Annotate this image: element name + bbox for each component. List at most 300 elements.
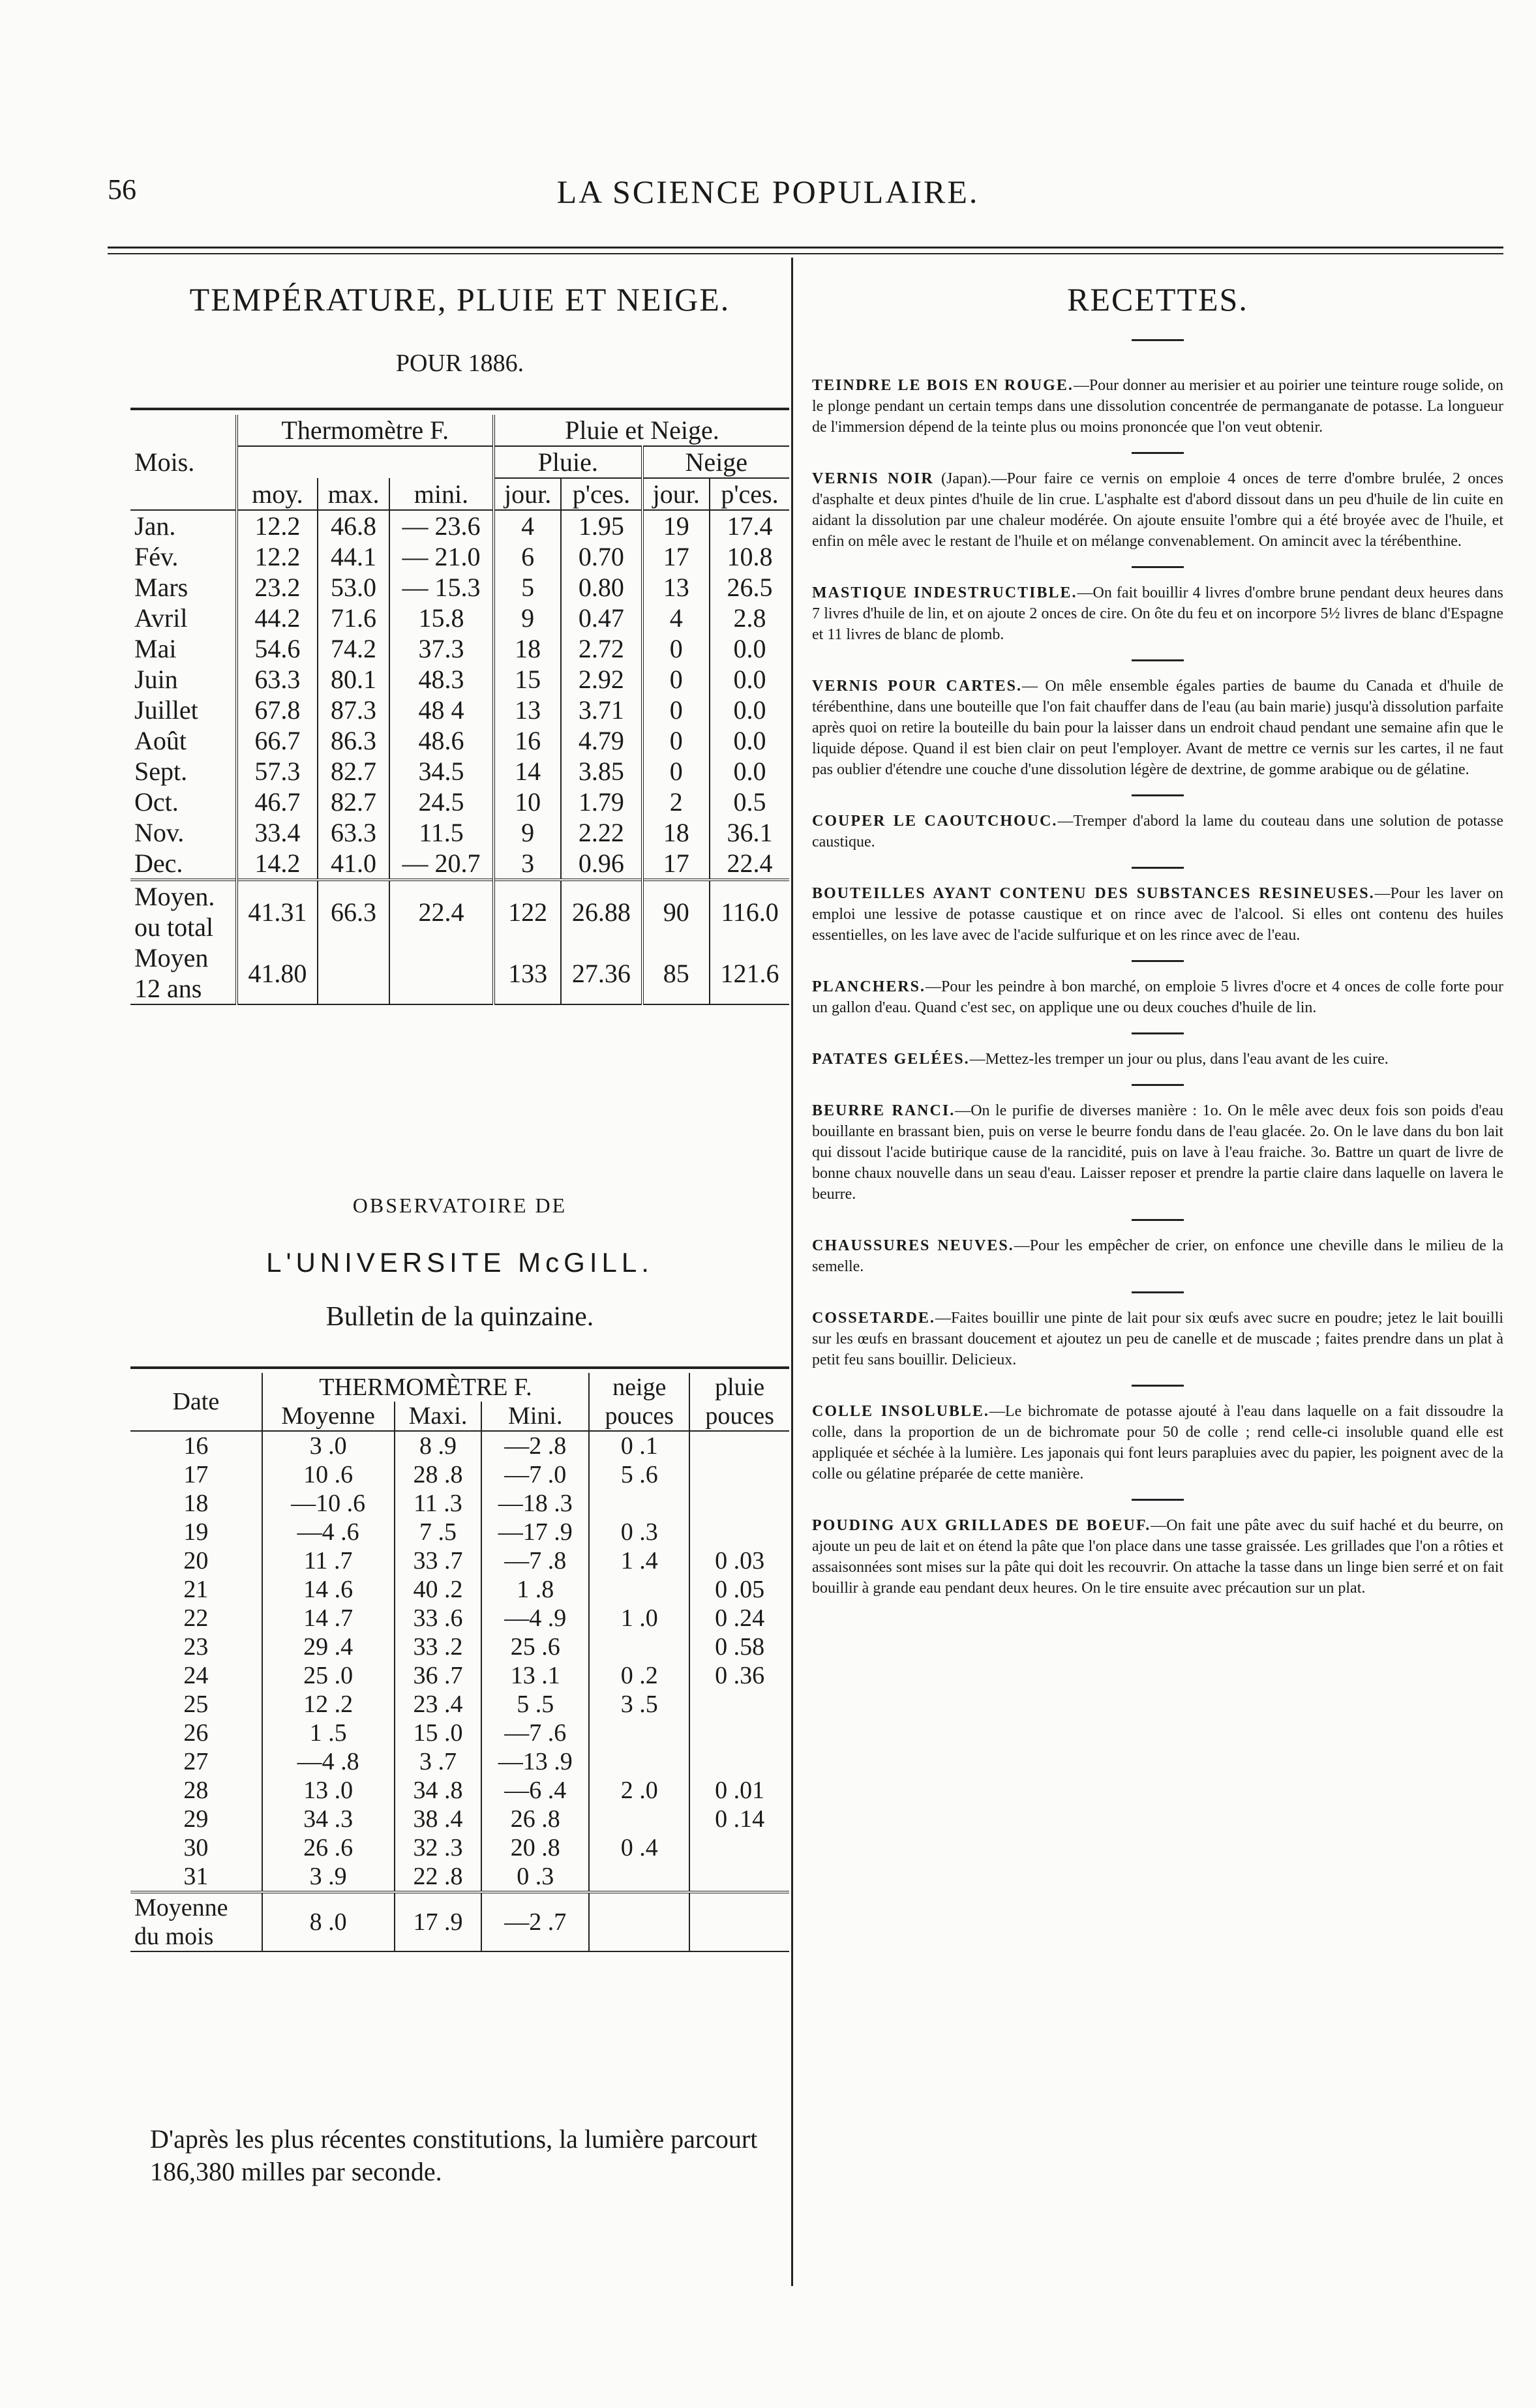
- sub-moyenne: Moyenne: [262, 1402, 395, 1431]
- recipe-title: COUPER LE CAOUTCHOUC.: [812, 813, 1058, 830]
- recipe-separator: [1132, 1291, 1184, 1293]
- col-thermometre-f: THERMOMÈTRE F.: [262, 1373, 590, 1402]
- sub-maxi: Maxi.: [395, 1402, 482, 1431]
- value-cell: 53.0: [318, 572, 389, 603]
- value-cell: 10.8: [710, 541, 789, 572]
- recipe-separator: [1132, 794, 1184, 796]
- value-cell: [689, 1690, 789, 1719]
- moyenne-moy: 8 .0: [262, 1892, 395, 1951]
- value-cell: 46.7: [237, 787, 318, 817]
- recipe-item: [812, 582, 1503, 645]
- total-mini: 22.4: [389, 880, 494, 942]
- table-row: [130, 510, 789, 541]
- value-cell: 8 .9: [395, 1431, 482, 1460]
- value-cell: 82.7: [318, 756, 389, 787]
- value-cell: 18: [642, 817, 710, 848]
- sub-mini-2: Mini.: [481, 1402, 589, 1431]
- month-cell: Jan.: [134, 511, 176, 541]
- value-cell: — 15.3: [389, 572, 494, 603]
- table-row: [130, 1460, 789, 1489]
- left-title: TEMPÉRATURE, PLUIE ET NEIGE.: [189, 281, 730, 318]
- month-cell: Juin: [134, 665, 178, 694]
- left-subtitle: POUR 1886.: [395, 350, 524, 377]
- date-cell: 28: [183, 1777, 209, 1804]
- value-cell: 2.72: [561, 633, 642, 664]
- value-cell: 1.79: [561, 787, 642, 817]
- sub-neige-jour: jour.: [642, 478, 710, 510]
- value-cell: 0 .1: [589, 1431, 689, 1460]
- table1-top-rule: [130, 408, 789, 410]
- date-cell: 21: [183, 1576, 209, 1603]
- value-cell: 23 .4: [395, 1690, 482, 1719]
- value-cell: 0 .3: [589, 1518, 689, 1546]
- value-cell: 26.5: [710, 572, 789, 603]
- value-cell: 0 .4: [589, 1833, 689, 1862]
- value-cell: — 23.6: [389, 510, 494, 541]
- value-cell: 87.3: [318, 695, 389, 725]
- value-cell: 3.85: [561, 756, 642, 787]
- value-cell: 26 .6: [262, 1833, 395, 1862]
- value-cell: 4: [494, 510, 561, 541]
- value-cell: 0: [642, 695, 710, 725]
- sub-neige-pces: p'ces.: [710, 478, 789, 510]
- table2-top-rule: [130, 1366, 789, 1369]
- recipe-text: —On fait une pâte avec du suif haché et du beurre, on ajoute un peu de lait et on étend la pâte que l'on place dans une tasse graissée. Les grillades que l'on a rôties et assaisonnées sont mises sur la pâte qui doit les recouvrir. On attache la tasse dans un linge bien serré et on fait bouillir à grande eau pendant deux heures. On le tire ensuite avec précaution sur un plat.: [812, 1517, 1503, 1597]
- observatory-line-2: L'UNIVERSITE McGILL.: [266, 1247, 654, 1278]
- value-cell: 15: [494, 664, 561, 695]
- value-cell: 33.4: [237, 817, 318, 848]
- month-cell: Juillet: [134, 695, 198, 725]
- value-cell: 46.8: [318, 510, 389, 541]
- date-cell: 25: [183, 1691, 209, 1718]
- journal-title: LA SCIENCE POPULAIRE.: [556, 173, 980, 210]
- value-cell: 7 .5: [395, 1518, 482, 1546]
- bulletin-table: [130, 1373, 789, 1952]
- light-speed-note: D'après les plus récentes constitutions, la lumière parcourt 186,380 milles par seconde.: [150, 2124, 758, 2186]
- value-cell: 11 .3: [395, 1489, 482, 1518]
- month-cell: Dec.: [134, 849, 183, 878]
- table-row: [130, 1690, 789, 1719]
- table-row: [130, 1633, 789, 1661]
- table-row: [130, 1575, 789, 1604]
- moyenne-pluie: [689, 1892, 789, 1951]
- recipe-item: [812, 468, 1503, 552]
- value-cell: 34.5: [389, 756, 494, 787]
- recipe-item: [812, 811, 1503, 852]
- value-cell: 48.6: [389, 725, 494, 756]
- month-cell: Sept.: [134, 757, 188, 786]
- value-cell: 1.95: [561, 510, 642, 541]
- value-cell: 44.1: [318, 541, 389, 572]
- value-cell: 16: [494, 725, 561, 756]
- value-cell: 34 .3: [262, 1805, 395, 1833]
- value-cell: 33 .7: [395, 1546, 482, 1575]
- value-cell: 13: [642, 572, 710, 603]
- col-pluie-2: pluie: [689, 1373, 789, 1402]
- total-pluie-jour: 122: [494, 880, 561, 942]
- temperature-table: [130, 415, 789, 1005]
- avg-pluie-jour: 133: [494, 942, 561, 1004]
- value-cell: 19: [642, 510, 710, 541]
- avg-label-1: Moyen: [134, 943, 209, 972]
- sub-max: max.: [318, 478, 389, 510]
- recipe-title: VERNIS NOIR: [812, 470, 934, 487]
- recipe-separator: [1132, 1219, 1184, 1221]
- value-cell: 3 .7: [395, 1747, 482, 1776]
- value-cell: 38 .4: [395, 1805, 482, 1833]
- avg-pluie-pces: 27.36: [561, 942, 642, 1004]
- value-cell: 17: [642, 541, 710, 572]
- table-row: [130, 1833, 789, 1862]
- table-row: [130, 1805, 789, 1833]
- avg-neige-pces: 121.6: [710, 942, 789, 1004]
- recipe-text: —Pour les empêcher de crier, on enfonce une cheville dans le milieu de la semelle.: [812, 1237, 1503, 1275]
- value-cell: 28 .8: [395, 1460, 482, 1489]
- recipe-title: BEURRE RANCI.: [812, 1102, 956, 1119]
- value-cell: 12.2: [237, 541, 318, 572]
- value-cell: 0.70: [561, 541, 642, 572]
- total-pluie-pces: 26.88: [561, 880, 642, 942]
- table-row: [130, 725, 789, 756]
- month-cell: Avril: [134, 603, 188, 633]
- value-cell: —18 .3: [481, 1489, 589, 1518]
- total-neige-jour: 90: [642, 880, 710, 942]
- table-row: [130, 817, 789, 848]
- value-cell: 13 .1: [481, 1661, 589, 1690]
- value-cell: 82.7: [318, 787, 389, 817]
- table-row: [130, 1546, 789, 1575]
- date-cell: 18: [183, 1490, 209, 1517]
- value-cell: — 21.0: [389, 541, 494, 572]
- avg-neige-jour: 85: [642, 942, 710, 1004]
- value-cell: 57.3: [237, 756, 318, 787]
- value-cell: [689, 1833, 789, 1862]
- value-cell: 14: [494, 756, 561, 787]
- value-cell: 12 .2: [262, 1690, 395, 1719]
- date-cell: 16: [183, 1432, 209, 1460]
- table-row: [130, 1862, 789, 1892]
- table-row: [130, 633, 789, 664]
- moyenne-mini: —2 .7: [481, 1892, 589, 1951]
- value-cell: 4: [642, 603, 710, 633]
- value-cell: 0 .01: [689, 1776, 789, 1805]
- total-moy: 41.31: [237, 880, 318, 942]
- value-cell: 0: [642, 633, 710, 664]
- avg-mini: [389, 942, 494, 1004]
- value-cell: 3: [494, 848, 561, 880]
- value-cell: [689, 1431, 789, 1460]
- value-cell: 5: [494, 572, 561, 603]
- table-row: [130, 787, 789, 817]
- col-neige: Neige: [642, 446, 789, 478]
- value-cell: 0.0: [710, 756, 789, 787]
- avg-moy: 41.80: [237, 942, 318, 1004]
- recipe-text: —Pour les laver on emploi une lessive de potasse caustique et on rince avec de l'alcool. Si elles ont contenu des huiles essentielles, on les lave avec de l'acide sulfurique et on les rince avec de l'eau.: [812, 885, 1503, 944]
- value-cell: 29 .4: [262, 1633, 395, 1661]
- table-row: [130, 695, 789, 725]
- value-cell: 44.2: [237, 603, 318, 633]
- value-cell: 0 .2: [589, 1661, 689, 1690]
- total-label-1: Moyen.: [134, 882, 215, 911]
- value-cell: 6: [494, 541, 561, 572]
- value-cell: 71.6: [318, 603, 389, 633]
- value-cell: 0 .03: [689, 1546, 789, 1575]
- value-cell: 26 .8: [481, 1805, 589, 1833]
- value-cell: 14 .6: [262, 1575, 395, 1604]
- moyenne-maxi: 17 .9: [395, 1892, 482, 1951]
- value-cell: 4.79: [561, 725, 642, 756]
- value-cell: 33 .2: [395, 1633, 482, 1661]
- recipe-title: BOUTEILLES AYANT CONTENU DES SUBSTANCES RESINEUSES.: [812, 885, 1375, 902]
- sub-neige-pouces: pouces: [589, 1402, 689, 1431]
- value-cell: 22.4: [710, 848, 789, 880]
- recipe-item: [812, 375, 1503, 438]
- value-cell: 2.8: [710, 603, 789, 633]
- recipe-item: [812, 1515, 1503, 1599]
- value-cell: 33 .6: [395, 1604, 482, 1633]
- value-cell: 24.5: [389, 787, 494, 817]
- value-cell: 86.3: [318, 725, 389, 756]
- value-cell: 54.6: [237, 633, 318, 664]
- value-cell: 3 .0: [262, 1431, 395, 1460]
- value-cell: 15.8: [389, 603, 494, 633]
- moyenne-neige: [589, 1892, 689, 1951]
- avg-max: [318, 942, 389, 1004]
- header-rule-2: [108, 253, 1503, 254]
- recipe-title: TEINDRE LE BOIS EN ROUGE.: [812, 377, 1074, 394]
- value-cell: —17 .9: [481, 1518, 589, 1546]
- col-pluie-neige: Pluie et Neige.: [494, 415, 789, 446]
- table-row: [130, 756, 789, 787]
- date-cell: 17: [183, 1461, 209, 1488]
- value-cell: 2: [642, 787, 710, 817]
- value-cell: 1 .5: [262, 1719, 395, 1747]
- value-cell: 63.3: [318, 817, 389, 848]
- recipe-separator: [1132, 1499, 1184, 1501]
- recipe-text: —Pour les peindre à bon marché, on emploie 5 livres d'ocre et 4 onces de colle forte pour un gallon d'eau. Quand c'est sec, on applique une ou deux couches d'huile de lin.: [812, 978, 1503, 1016]
- value-cell: 41.0: [318, 848, 389, 880]
- value-cell: 36.1: [710, 817, 789, 848]
- value-cell: 2.92: [561, 664, 642, 695]
- value-cell: 2 .0: [589, 1776, 689, 1805]
- value-cell: 0 .58: [689, 1633, 789, 1661]
- value-cell: 15 .0: [395, 1719, 482, 1747]
- date-cell: 23: [183, 1633, 209, 1661]
- value-cell: —7 .0: [481, 1460, 589, 1489]
- value-cell: 9: [494, 603, 561, 633]
- value-cell: 0.0: [710, 664, 789, 695]
- value-cell: 66.7: [237, 725, 318, 756]
- value-cell: 3 .5: [589, 1690, 689, 1719]
- value-cell: —2 .8: [481, 1431, 589, 1460]
- month-cell: Mai: [134, 634, 177, 663]
- value-cell: 0.0: [710, 695, 789, 725]
- value-cell: 20 .8: [481, 1833, 589, 1862]
- month-cell: Oct.: [134, 787, 179, 817]
- recipe-text: — On mêle ensemble égales parties de baume du Canada et d'huile de térébenthine, dans une bouteille que l'on fait chauffer dans de l'eau (au bain marie) jusqu'à dissolution parfaite après quoi on retire la bouteille du bain pour la laisser dans un endroit chaud pendant une semaine afin que le liquide dépose. Quand il est bien clair on peut l'employer. Avant de mettre ce vernis sur les cartes, il ne faut pas oublier d'étendre une couche d'une dissolution légère de dextrine, de gomme arabique ou de gélatine.: [812, 678, 1503, 778]
- recipe-item: [812, 1235, 1503, 1277]
- recipe-item: [812, 1401, 1503, 1484]
- header-rule: [108, 247, 1503, 248]
- recipe-title: CHAUSSURES NEUVES.: [812, 1237, 1014, 1254]
- table-row: [130, 1719, 789, 1747]
- value-cell: 25 .0: [262, 1661, 395, 1690]
- recettes-title-dash: [1132, 339, 1184, 341]
- value-cell: 36 .7: [395, 1661, 482, 1690]
- value-cell: 63.3: [237, 664, 318, 695]
- value-cell: 40 .2: [395, 1575, 482, 1604]
- value-cell: 0 .36: [689, 1661, 789, 1690]
- value-cell: 0: [642, 664, 710, 695]
- recipe-text: —Le bichromate de potasse ajouté à l'eau dans laquelle on a fait dissoudre la colle, dans la proportion de un de bichromate pour 50 de colle ; rend celle-ci insoluble quand elle est appliquée et séchée à la lumière. Les japonais qui font leurs parapluies avec du papier, les poignent avec de la colle ou gélatine préparée de cette manière.: [812, 1403, 1503, 1482]
- value-cell: [689, 1862, 789, 1892]
- value-cell: 5 .6: [589, 1460, 689, 1489]
- recipe-text: —On fait bouillir 4 livres d'ombre brune pendant deux heures dans 7 livres d'huile de lin, et on ajoute 2 onces de cire. On ôte du feu et on incorpore 5½ livres de blanc d'Espagne et 11 livres de blanc de plomb.: [812, 584, 1503, 643]
- value-cell: 14 .7: [262, 1604, 395, 1633]
- value-cell: 11 .7: [262, 1546, 395, 1575]
- value-cell: [589, 1862, 689, 1892]
- value-cell: 0: [642, 725, 710, 756]
- value-cell: —7 .6: [481, 1719, 589, 1747]
- table-row: [130, 541, 789, 572]
- recipe-separator: [1132, 566, 1184, 568]
- value-cell: [589, 1633, 689, 1661]
- value-cell: —10 .6: [262, 1489, 395, 1518]
- value-cell: —7 .8: [481, 1546, 589, 1575]
- recipes-list: [812, 375, 1503, 1613]
- recipe-item: [812, 1308, 1503, 1370]
- value-cell: 0.80: [561, 572, 642, 603]
- value-cell: 10: [494, 787, 561, 817]
- value-cell: 25 .6: [481, 1633, 589, 1661]
- month-cell: Nov.: [134, 818, 185, 847]
- month-cell: Mars: [134, 573, 188, 602]
- value-cell: 3.71: [561, 695, 642, 725]
- table-row: [130, 1604, 789, 1633]
- value-cell: —4 .9: [481, 1604, 589, 1633]
- date-cell: 27: [183, 1748, 209, 1775]
- month-cell: Fév.: [134, 542, 179, 571]
- recipe-separator: [1132, 1385, 1184, 1387]
- value-cell: 37.3: [389, 633, 494, 664]
- date-cell: 20: [183, 1547, 209, 1574]
- sub-mini: mini.: [389, 478, 494, 510]
- avg-label-2: 12 ans: [134, 974, 202, 1003]
- value-cell: 23.2: [237, 572, 318, 603]
- value-cell: [689, 1489, 789, 1518]
- value-cell: [689, 1460, 789, 1489]
- value-cell: [589, 1805, 689, 1833]
- recipe-title: COSSETARDE.: [812, 1310, 935, 1327]
- value-cell: 0 .05: [689, 1575, 789, 1604]
- sub-pluie-pouces: pouces: [689, 1402, 789, 1431]
- recipe-text: —On le purifie de diverses manière : 1o. On le mêle avec deux fois son poids d'eau bouillante en brassant bien, puis on verse le beurre fondu dans de l'eau glacée. 2o. On le lave dans du bon lait qui dissout l'acide butirique cause de la rancidité, puis on lave à l'eau fraiche. 3o. Battre un quart de livre de bonne chaux nouvelle dans un seau d'eau. Laisser reposer et prendre la partie claire dans laquelle on lavera le beurre.: [812, 1102, 1504, 1203]
- value-cell: 0.0: [710, 633, 789, 664]
- date-cell: 31: [183, 1863, 209, 1890]
- recipe-text: —Pour donner au merisier et au poirier une teinture rouge solide, on le plonge pendant un certain temps dans une dissolution concentrée de permanganate de potasse. La longueur de l'immersion dépend de la teinte plus ou moins prononcée que l'on veut obtenir.: [812, 377, 1503, 436]
- recipe-text: (Japan).—Pour faire ce vernis on emploie 4 onces de terre d'ombre brulée, 2 onces d'asphalte et deux pintes d'huile de lin crue. L'asphalte est d'abord dissout dans un peu d'huile de lin cuite en aidant la dissolution par une chaleur modérée. On ajoute ensuite l'ombre qui a été broyée avec de l'huile, et enfin on mêle avec le restant de l'huile et on mélange convenablement. On amincit avec la térébenthine.: [812, 470, 1503, 550]
- value-cell: — 20.7: [389, 848, 494, 880]
- moyenne-label-1: Moyenne: [134, 1894, 228, 1921]
- value-cell: 0.5: [710, 787, 789, 817]
- date-cell: 30: [183, 1834, 209, 1861]
- recipe-separator: [1132, 659, 1184, 661]
- recettes-title: RECETTES.: [1067, 281, 1248, 318]
- value-cell: [689, 1719, 789, 1747]
- value-cell: 10 .6: [262, 1460, 395, 1489]
- value-cell: 13: [494, 695, 561, 725]
- value-cell: 74.2: [318, 633, 389, 664]
- sub-pluie-jour: jour.: [494, 478, 561, 510]
- recipe-separator: [1132, 960, 1184, 962]
- date-cell: 26: [183, 1719, 209, 1747]
- value-cell: 34 .8: [395, 1776, 482, 1805]
- col-date: Date: [130, 1373, 262, 1431]
- recipe-separator: [1132, 452, 1184, 454]
- value-cell: 0: [642, 756, 710, 787]
- value-cell: [589, 1575, 689, 1604]
- recipe-title: COLLE INSOLUBLE.: [812, 1403, 989, 1420]
- recipe-item: [812, 976, 1503, 1018]
- date-cell: 19: [183, 1518, 209, 1546]
- value-cell: —4 .6: [262, 1518, 395, 1546]
- recipe-title: VERNIS POUR CARTES.: [812, 678, 1022, 695]
- value-cell: [589, 1719, 689, 1747]
- value-cell: 0 .24: [689, 1604, 789, 1633]
- recipe-item: [812, 676, 1503, 780]
- col-neige-2: neige: [589, 1373, 689, 1402]
- sub-moy: moy.: [237, 478, 318, 510]
- value-cell: 0 .14: [689, 1805, 789, 1833]
- value-cell: 80.1: [318, 664, 389, 695]
- recipe-item: [812, 883, 1503, 946]
- observatory-line-1: OBSERVATOIRE DE: [352, 1194, 567, 1217]
- value-cell: 1 .0: [589, 1604, 689, 1633]
- table-row: [130, 1747, 789, 1776]
- recipe-title: MASTIQUE INDESTRUCTIBLE.: [812, 584, 1077, 601]
- col-thermometre: Thermomètre F.: [237, 415, 494, 446]
- observatory-line-3: Bulletin de la quinzaine.: [325, 1302, 594, 1332]
- value-cell: 67.8: [237, 695, 318, 725]
- col-pluie: Pluie.: [494, 446, 642, 478]
- recipe-title: PATATES GELÉES.: [812, 1051, 970, 1068]
- value-cell: 32 .3: [395, 1833, 482, 1862]
- value-cell: 0.0: [710, 725, 789, 756]
- moyenne-label-2: du mois: [134, 1923, 214, 1950]
- value-cell: 48.3: [389, 664, 494, 695]
- value-cell: 2.22: [561, 817, 642, 848]
- page-number: 56: [108, 173, 136, 205]
- value-cell: 5 .5: [481, 1690, 589, 1719]
- table-row: [130, 1776, 789, 1805]
- total-label-2: ou total: [134, 912, 214, 942]
- recipe-text: —Mettez-les tremper un jour ou plus, dans l'eau avant de les cuire.: [969, 1051, 1389, 1068]
- recipe-item: [812, 1049, 1503, 1070]
- value-cell: 3 .9: [262, 1862, 395, 1892]
- value-cell: [689, 1747, 789, 1776]
- value-cell: 17.4: [710, 510, 789, 541]
- value-cell: 11.5: [389, 817, 494, 848]
- value-cell: 1 .8: [481, 1575, 589, 1604]
- value-cell: 17: [642, 848, 710, 880]
- total-neige-pces: 116.0: [710, 880, 789, 942]
- date-cell: 22: [183, 1604, 209, 1632]
- recipe-text: —Faites bouillir une pinte de lait pour six œufs avec sucre en poudre; jetez le lait bouilli sur les œufs en brassant doucement et ajoutez un peu de canelle et de muscade ; faites prendre dans un plat à petit feu sans bouillir. Delicieux.: [812, 1310, 1503, 1368]
- value-cell: 22 .8: [395, 1862, 482, 1892]
- recipe-title: POUDING AUX GRILLADES DE BOEUF.: [812, 1517, 1151, 1534]
- value-cell: [589, 1489, 689, 1518]
- value-cell: 0 .3: [481, 1862, 589, 1892]
